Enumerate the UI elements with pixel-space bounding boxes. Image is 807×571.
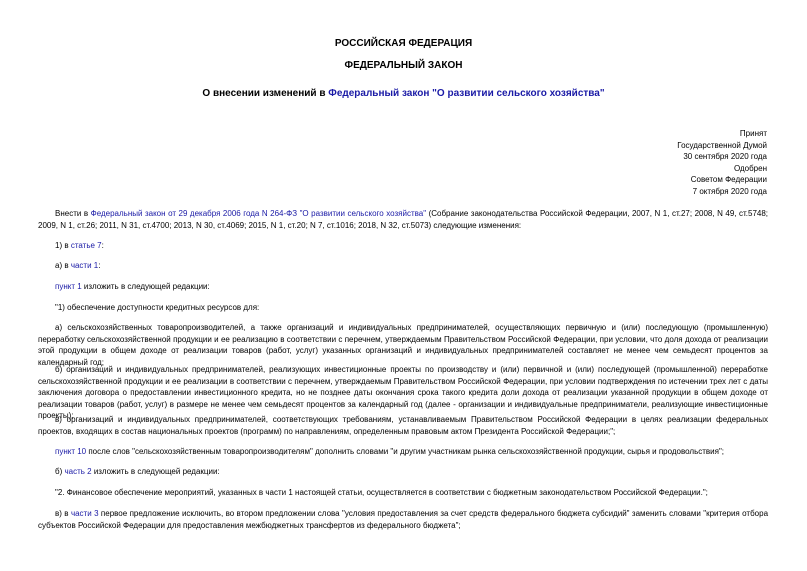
paragraph-item-v <box>38 508 768 531</box>
article-7-link[interactable]: статье 7 <box>70 241 102 250</box>
law-link[interactable]: Федеральный закон <box>90 209 166 218</box>
text-run: после слов "сельскохозяйственным товаропроизводителям" дополнить словами "и другим участникам рынка сельскохозяйственной продукции, сырья и продовольствия"; <box>86 447 725 456</box>
text-run: б) <box>55 467 65 476</box>
paragraph-subitem-v: в) организаций и индивидуальных предпринимателей, соответствующих требованиям, устанавливаемым Правительством Российской Федерации в целях реализации федеральных проектов, входящих в состав национальных проектов (программ) по направлениям, определенным правовым актом Президента Российской Федерации;"; <box>38 415 768 436</box>
text-run: а) в <box>55 261 71 270</box>
document-title <box>0 88 807 99</box>
approval-line: Одобрен <box>733 163 767 173</box>
paragraph-item-b <box>38 466 768 478</box>
part-3-link[interactable]: части 3 <box>70 509 99 518</box>
paragraph-intro <box>38 208 768 231</box>
point-1-link[interactable]: пункт 1 <box>55 282 82 291</box>
text-run: 1) в <box>55 241 71 250</box>
document-country-heading: РОССИЙСКАЯ ФЕДЕРАЦИЯ <box>334 38 473 49</box>
adoption-line: Государственной Думой <box>677 140 767 150</box>
title-law-link[interactable]: Федеральный закон "О развитии сельского хозяйства" <box>328 88 605 99</box>
point-10-link[interactable]: пункт 10 <box>55 447 87 456</box>
part-1-link[interactable]: части 1 <box>70 261 99 270</box>
approval-line: Советом Федерации <box>690 175 767 184</box>
adoption-block <box>677 128 767 197</box>
text-run: (Собрание законодательства Российской Федерации, 2007, N 1, ст.27; 2008, N 49, ст.5748; 2009, N 1, ст.26; 2011, N 31, ст.4700; 2013, N 30, ст.4069; 2015, N 1, ст.20; N 7, ст.1016; 2018, N 32, ст.5073) следующие изменения: <box>38 209 769 230</box>
title-prefix: О внесении изменений в <box>202 88 329 99</box>
paragraph-item-1 <box>38 240 768 252</box>
paragraph-item-a <box>38 260 768 272</box>
law-date-link[interactable]: от 29 декабря 2006 года N 264-ФЗ "О развитии сельского хозяйства" <box>168 209 427 218</box>
text-run: изложить в следующей редакции: <box>81 282 210 291</box>
adoption-line: 30 сентября 2020 года <box>683 152 767 161</box>
paragraph-subitem-a: а) сельскохозяйственных товаропроизводителей, а также организаций и индивидуальных предпринимателей, осуществляющих первичную и (или) последующую (промышленную) переработку сельскохозяйственной продукции и ее реализацию в соответствии с перечнем, утверждаемым Правительством Российской Федерации, при условии, что доля дохода от реализации этой продукции в общем доходе от реализации товаров (работ, услуг) указанных организаций и индивидуальных предпринимателей составляет не менее чем семьдесят процентов за календарный год; <box>38 323 768 367</box>
paragraph-point-10 <box>38 446 768 458</box>
paragraph-quote-start: "1) обеспечение доступности кредитных ресурсов для: <box>55 303 260 312</box>
paragraph-part-2-text: "2. Финансовое обеспечение мероприятий, указанных в части 1 настоящей статьи, осуществляется в соответствии с бюджетным законодательством Российской Федерации."; <box>55 488 708 497</box>
adoption-line: Принят <box>739 129 767 138</box>
text-run: : <box>101 241 104 250</box>
text-run: Внести в <box>55 209 91 218</box>
approval-line: 7 октября 2020 года <box>692 186 767 196</box>
text-run: в) в <box>55 509 71 518</box>
paragraph-subitem-b: б) организаций и индивидуальных предпринимателей, реализующих инвестиционные проекты по производству и (или) первичной и (или) последующей (промышленной) переработке сельскохозяйственной продукции и ее реализации в соответствии с перечнем, утверждаемым Правительством Российской Федерации, при условии подтверждения по истечении трех лет с даты заключения договора о предоставлении инвестиционного кредита, но не позднее даты окончания срока такого кредита доли дохода от реализации указанной продукции в общем доходе от реализации товаров (работ, услуг) в размере не менее чем семьдесят процентов за календарный год (далее - организации и индивидуальные предприниматели, реализующие инвестиционные проекты); <box>38 365 768 420</box>
part-2-link[interactable]: часть 2 <box>64 467 92 476</box>
paragraph-point-1 <box>38 281 768 293</box>
text-run: изложить в следующей редакции: <box>91 467 220 476</box>
text-run: : <box>98 261 101 270</box>
text-run: первое предложение исключить, во втором предложении слова "условия предоставления за счет средств федерального бюджета субсидий" заменить словами "критерия отбора субъектов Российской Федерации для предоставления межбюджетных трансфертов из федерального бюджета"; <box>38 509 769 530</box>
document-type-heading: ФЕДЕРАЛЬНЫЙ ЗАКОН <box>344 60 463 71</box>
